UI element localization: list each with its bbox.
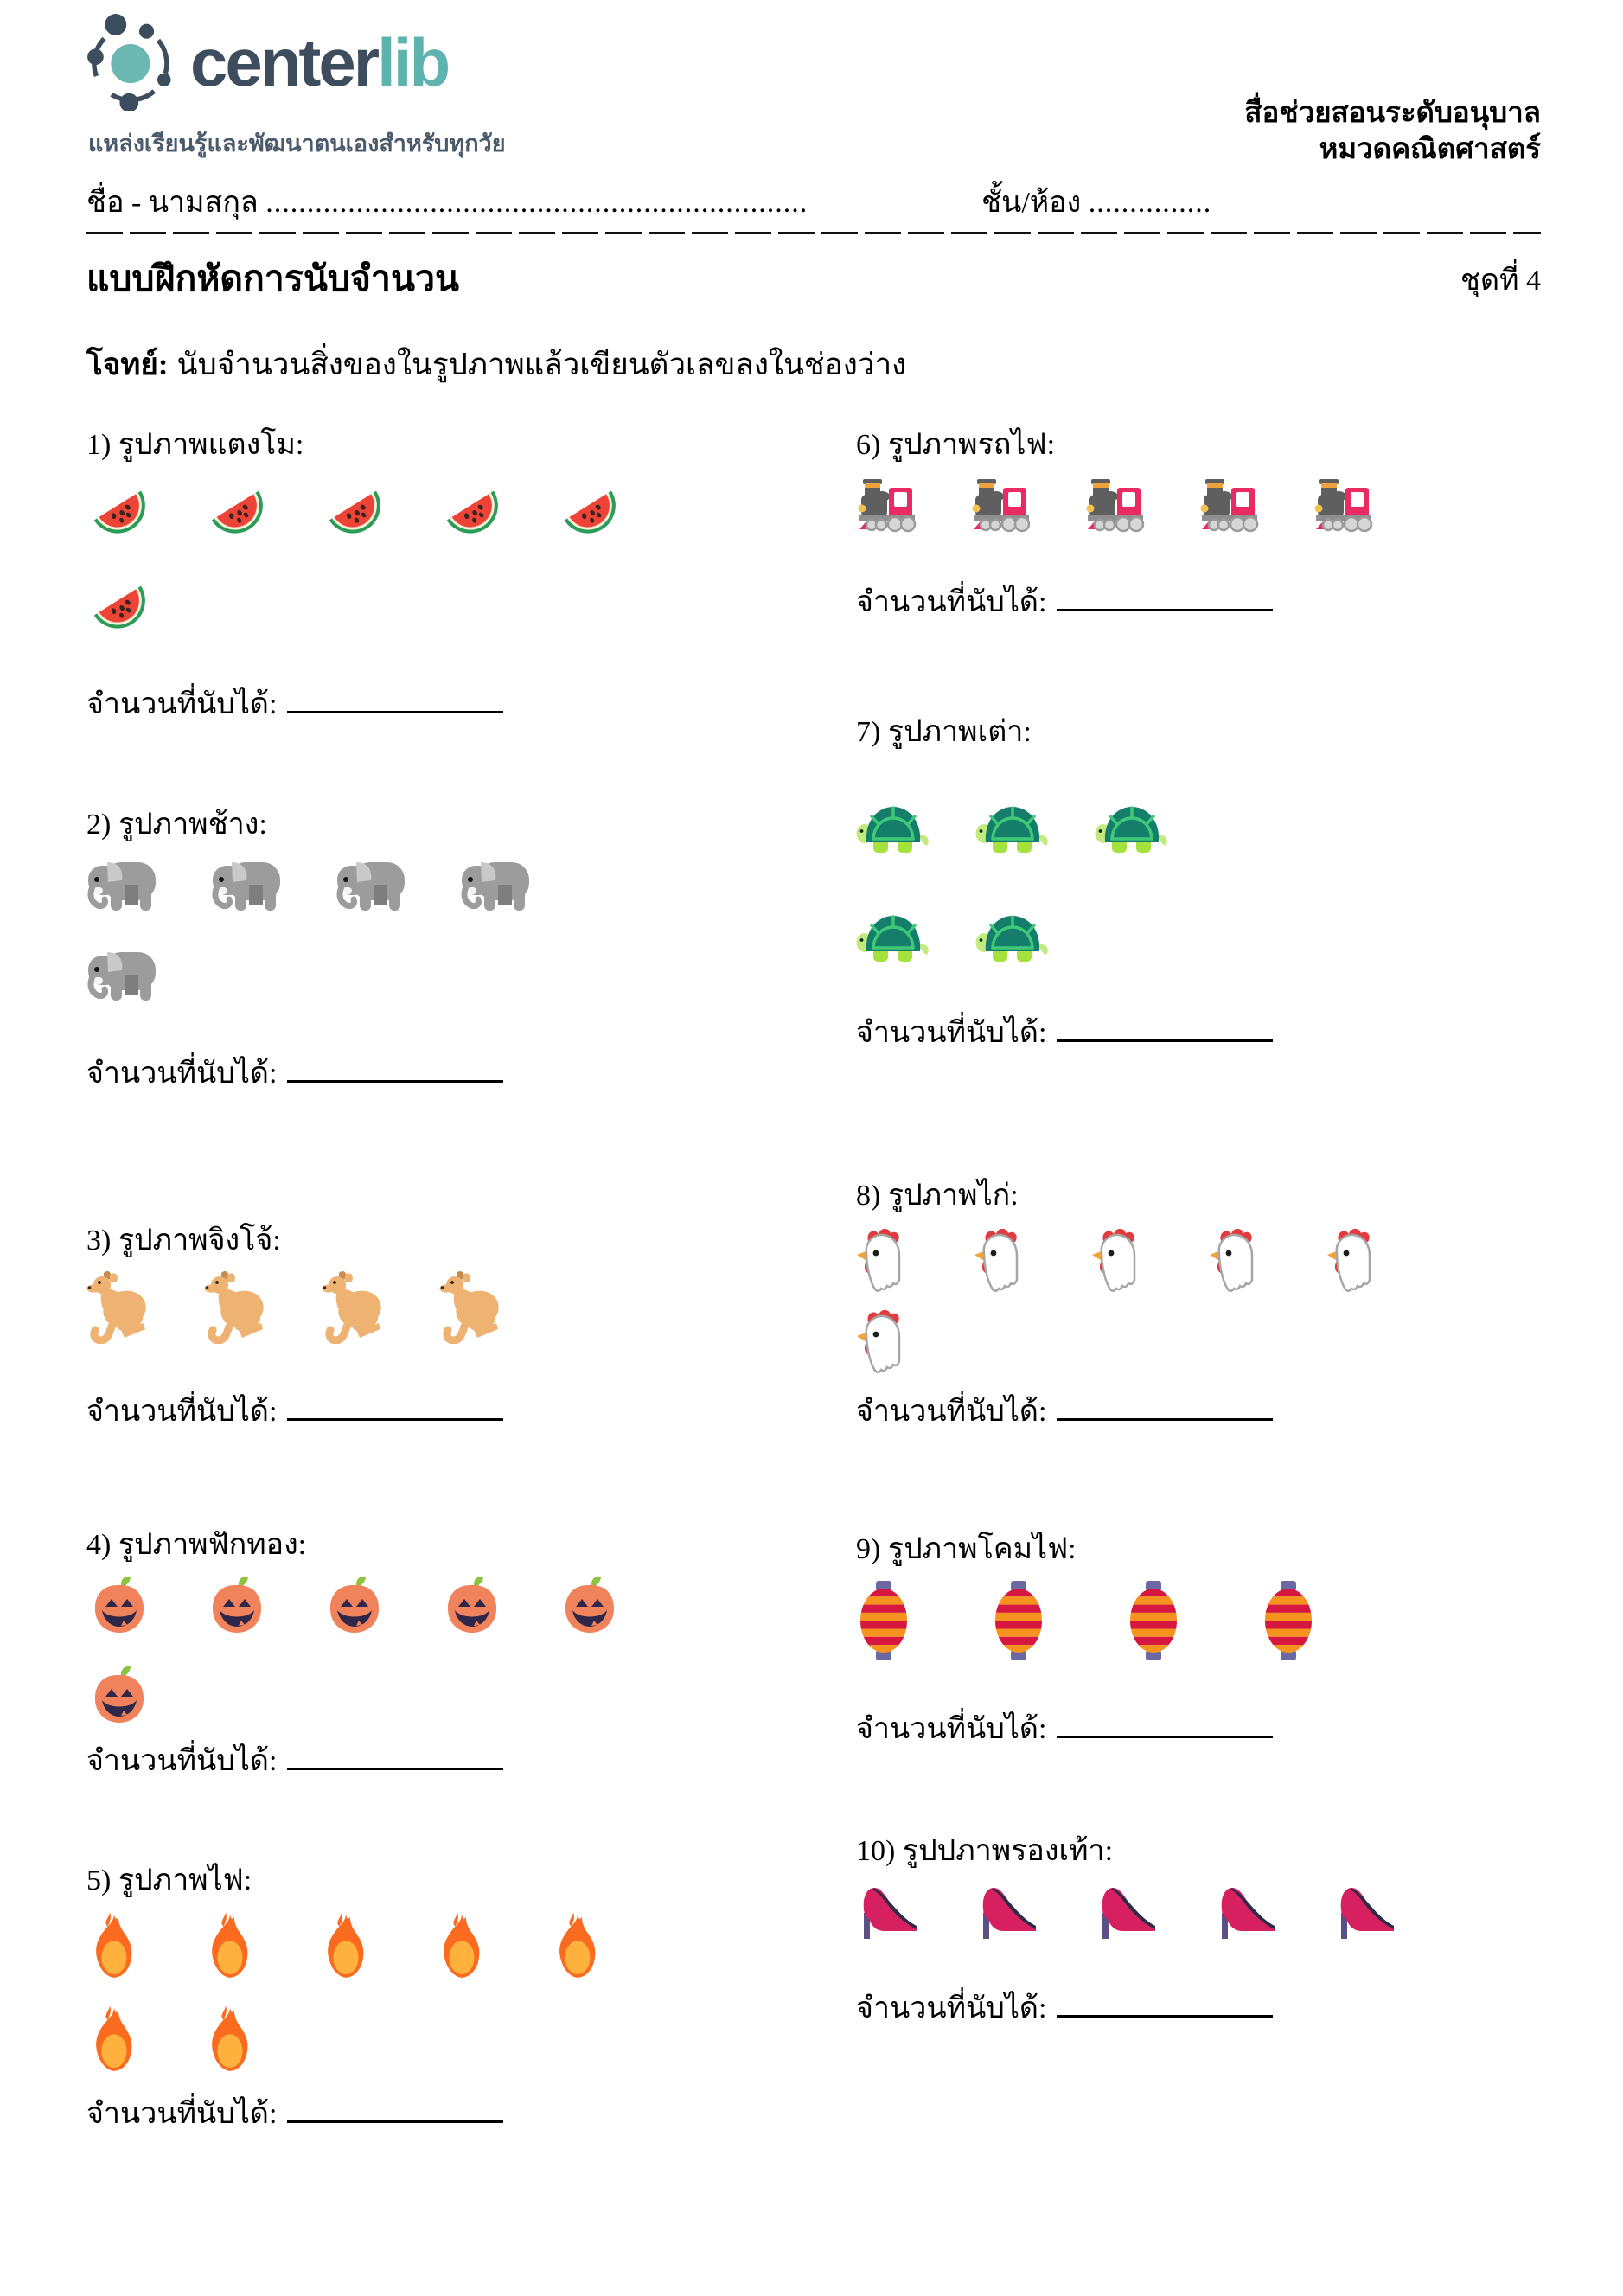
instruction-prefix: โจทย์: bbox=[86, 348, 169, 381]
answer-row bbox=[86, 2089, 752, 2136]
question-7 bbox=[856, 707, 1522, 1055]
kangaroo-icon bbox=[204, 1271, 270, 1344]
kangaroo-icon bbox=[86, 1271, 152, 1344]
elephant-icon bbox=[335, 855, 408, 916]
train-icon bbox=[1313, 476, 1375, 534]
brand-name: centerlib bbox=[190, 24, 449, 100]
icon-row bbox=[856, 476, 1522, 534]
question-label: 4) รูปภาพฟักทอง: bbox=[86, 1529, 307, 1561]
fire-icon bbox=[202, 1911, 256, 1986]
lantern-icon bbox=[1126, 1580, 1181, 1661]
fire-icon bbox=[318, 1911, 372, 1986]
answer-row bbox=[86, 680, 752, 726]
answer-blank bbox=[1057, 1736, 1273, 1738]
pumpkin-icon bbox=[439, 1576, 505, 1636]
icon-row bbox=[86, 2005, 752, 2079]
question-label: 5) รูปภาพไฟ: bbox=[86, 1864, 252, 1896]
question-9 bbox=[856, 1525, 1522, 1751]
title-row bbox=[86, 251, 1541, 307]
pumpkin-icon bbox=[86, 1576, 152, 1636]
high-heel-icon bbox=[975, 1882, 1039, 1941]
fire-icon bbox=[86, 1911, 140, 1986]
question-label: 1) รูปภาพแตงโม: bbox=[86, 429, 304, 461]
answer-label: จำนวนที่นับได้: bbox=[86, 2098, 278, 2130]
answer-label: จำนวนที่นับได้: bbox=[86, 688, 278, 720]
train-icon bbox=[856, 476, 918, 534]
question-4 bbox=[86, 1520, 752, 1783]
chicken-icon bbox=[856, 1308, 906, 1377]
header-right bbox=[1244, 95, 1541, 168]
answer-blank bbox=[1057, 1039, 1273, 1042]
high-heel-icon bbox=[856, 1882, 920, 1941]
watermelon-icon bbox=[204, 476, 270, 541]
question-label: 3) รูปภาพจิงโจ้: bbox=[86, 1225, 281, 1257]
fire-icon bbox=[202, 2005, 256, 2079]
pumpkin-icon bbox=[322, 1576, 387, 1636]
answer-row bbox=[856, 578, 1522, 624]
question-label: 6) รูปภาพรถไฟ: bbox=[856, 429, 1056, 461]
turtle-icon bbox=[856, 803, 930, 856]
fire-icon bbox=[86, 2005, 140, 2079]
class-label: ชั้น/ห้อง bbox=[981, 187, 1082, 219]
question-1 bbox=[86, 420, 752, 726]
icon-row bbox=[86, 476, 752, 541]
answer-label: จำนวนที่นับได้: bbox=[856, 1017, 1047, 1049]
icon-row bbox=[86, 855, 752, 916]
chicken-icon bbox=[1091, 1226, 1141, 1295]
kangaroo-icon bbox=[439, 1271, 505, 1344]
answer-blank bbox=[1057, 2015, 1273, 2018]
chicken-icon bbox=[1326, 1226, 1377, 1295]
answer-label: จำนวนที่นับได้: bbox=[856, 1713, 1047, 1745]
question-3 bbox=[86, 1216, 752, 1434]
icon-row bbox=[86, 1911, 752, 1986]
instruction-text: นับจำนวนสิ่งของในรูปภาพแล้วเขียนตัวเลขลงในช่องว่าง bbox=[176, 348, 907, 381]
lantern-icon bbox=[1261, 1580, 1316, 1661]
answer-row bbox=[856, 1704, 1522, 1751]
name-label: ชื่อ - นามสกุล bbox=[86, 187, 259, 219]
icon-row bbox=[856, 1226, 1522, 1295]
turtle-icon bbox=[975, 803, 1050, 856]
answer-row bbox=[86, 1387, 752, 1434]
answer-label: จำนวนที่นับได้: bbox=[856, 1396, 1047, 1428]
question-5 bbox=[86, 1856, 752, 2136]
icon-row bbox=[856, 1308, 1522, 1377]
chicken-icon bbox=[856, 1226, 906, 1295]
logo bbox=[85, 14, 448, 111]
answer-blank bbox=[287, 1418, 503, 1421]
pumpkin-icon bbox=[557, 1576, 623, 1636]
answer-label: จำนวนที่นับได้: bbox=[86, 1396, 278, 1428]
elephant-icon bbox=[86, 945, 159, 1006]
turtle-icon bbox=[1095, 803, 1169, 856]
icon-row bbox=[856, 1882, 1522, 1941]
answer-label: จำนวนที่นับได้: bbox=[856, 586, 1047, 618]
question-label: 10) รูปปภาพรองเท้า: bbox=[856, 1835, 1114, 1867]
question-label: 8) รูปภาพไก่: bbox=[856, 1180, 1019, 1212]
kangaroo-icon bbox=[322, 1271, 387, 1344]
icon-row bbox=[856, 803, 1522, 856]
student-info-row bbox=[86, 178, 1541, 225]
answer-blank bbox=[1057, 609, 1273, 611]
class-blank: ............... bbox=[1088, 187, 1212, 219]
chicken-icon bbox=[974, 1226, 1024, 1295]
answer-blank bbox=[287, 711, 503, 713]
high-heel-icon bbox=[1214, 1882, 1278, 1941]
high-heel-icon bbox=[1333, 1882, 1397, 1941]
pumpkin-icon bbox=[204, 1576, 270, 1636]
lantern-icon bbox=[856, 1580, 911, 1661]
header-line-2: หมวดคณิตศาสตร์ bbox=[1319, 134, 1541, 165]
answer-row bbox=[86, 1736, 752, 1783]
answer-row bbox=[86, 1049, 752, 1096]
question-10 bbox=[856, 1826, 1522, 2031]
turtle-icon bbox=[975, 911, 1050, 965]
watermelon-icon bbox=[557, 476, 623, 541]
icon-row bbox=[86, 945, 752, 1006]
question-label: 7) รูปภาพเต่า: bbox=[856, 716, 1032, 748]
icon-row bbox=[86, 1271, 752, 1344]
fire-icon bbox=[550, 1911, 604, 1986]
answer-blank bbox=[287, 1768, 503, 1770]
watermelon-icon bbox=[439, 476, 505, 541]
train-icon bbox=[970, 476, 1032, 534]
answer-row bbox=[856, 1008, 1522, 1055]
question-2 bbox=[86, 800, 752, 1096]
icon-row bbox=[86, 571, 752, 636]
header-line-1: สื่อช่วยสอนระดับอนุบาล bbox=[1244, 98, 1541, 129]
elephant-icon bbox=[460, 855, 533, 916]
elephant-icon bbox=[211, 855, 284, 916]
icon-row bbox=[856, 911, 1522, 965]
question-6 bbox=[856, 420, 1522, 624]
answer-label: จำนวนที่นับได้: bbox=[856, 1992, 1047, 2024]
answer-row bbox=[856, 1387, 1522, 1434]
fire-icon bbox=[434, 1911, 488, 1986]
question-label: 2) รูปภาพช้าง: bbox=[86, 809, 267, 841]
instruction bbox=[86, 341, 906, 388]
icon-row bbox=[86, 1576, 752, 1636]
icon-row bbox=[86, 1666, 752, 1726]
answer-blank bbox=[287, 1080, 503, 1083]
answer-blank bbox=[1057, 1418, 1273, 1421]
answer-blank bbox=[287, 2120, 503, 2123]
name-blank: .................................................................. bbox=[265, 187, 808, 219]
watermelon-icon bbox=[322, 476, 387, 541]
watermelon-icon bbox=[86, 571, 152, 636]
question-label: 9) รูปภาพโคมไฟ: bbox=[856, 1533, 1077, 1565]
high-heel-icon bbox=[1095, 1882, 1159, 1941]
brand-tagline: แหล่งเรียนรู้และพัฒนาตนเองสำหรับทุกวัย bbox=[88, 131, 506, 157]
train-icon bbox=[1198, 476, 1261, 534]
question-8 bbox=[856, 1171, 1522, 1434]
turtle-icon bbox=[856, 911, 930, 965]
icon-row bbox=[856, 1580, 1522, 1661]
train-icon bbox=[1084, 476, 1147, 534]
set-number: ชุดที่ 4 bbox=[1460, 265, 1541, 297]
watermelon-icon bbox=[86, 476, 152, 541]
chicken-icon bbox=[1209, 1226, 1259, 1295]
pumpkin-icon bbox=[86, 1666, 152, 1726]
answer-row bbox=[856, 1984, 1522, 2031]
elephant-icon bbox=[86, 855, 159, 916]
header-divider bbox=[86, 232, 1541, 234]
answer-label: จำนวนที่นับได้: bbox=[86, 1745, 278, 1777]
logo-mark-icon bbox=[85, 14, 182, 111]
lantern-icon bbox=[991, 1580, 1046, 1661]
answer-label: จำนวนที่นับได้: bbox=[86, 1058, 278, 1090]
worksheet-title: แบบฝึกหัดการนับจำนวน bbox=[86, 259, 460, 298]
